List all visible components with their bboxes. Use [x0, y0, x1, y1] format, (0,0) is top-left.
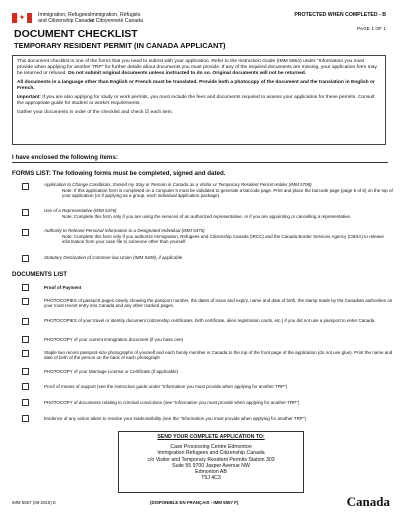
instructions-box [12, 55, 386, 145]
doc-text: PHOTOCOPY of your Marriage License or Certificate (if applicable) [44, 369, 179, 374]
form-title: Application to Change Conditions, Extend my Stay or Remain in Canada as a Visitor or Temporary Resident Permit Holder (IMM 5708) [44, 182, 312, 187]
checkbox[interactable] [22, 209, 29, 216]
address-line: T5J 4C3 [201, 475, 221, 482]
checkbox[interactable] [22, 368, 29, 375]
intro-paragraph-2: All documents in a language other than English or French must be translated. Provide both a photocopy of the document and the translation in English or French. [17, 80, 375, 91]
form-title: Authority to Release Personal Information to a Designated Individual (IMM 5475) [44, 228, 205, 233]
doc-text: PHOTOCOPIES of passport pages clearly showing the passport number, the dates of issue and expiry, name and date of birth, the stamp made by the Canadian authorities on your most recent entry into Canada and any other marked pages. [44, 298, 393, 309]
form-identifier: IMM 5557 (08-2018) E [12, 500, 56, 505]
page-title: DOCUMENT CHECKLIST [14, 28, 138, 40]
divider [12, 162, 388, 163]
address-line: Immigration Refugees and Citizenship Canada [157, 450, 265, 457]
checkbox[interactable] [22, 255, 29, 262]
checkbox[interactable] [22, 350, 29, 357]
doc-text: PHOTOCOPIES of your travel or identity document (citizenship certificates, birth certificate, alien registration cards, etc.) if you did not use a passport to enter Canada [44, 318, 375, 323]
mailing-address-box [118, 431, 304, 493]
form-title: Use of a Representative (IMM 5476) [44, 208, 117, 213]
dept-en-line-1: Immigration, Refugees [38, 12, 91, 18]
intro-paragraph-1: This document checklist is one of the forms that you need to submit with your application. Refer to the Instruction Guide (IMM 5554) under "Information you must provide when applying for another TRP" for further details about documents you must provide. If any of the required documents are missing, your application form may be returned or refused. Do not submit original documents unless instructed to do so. Original documents will not be returned. [17, 59, 377, 76]
french-availability: (DISPONIBLE EN FRANÇAIS - IMM 5557 F) [150, 500, 239, 505]
checkbox[interactable] [22, 318, 29, 325]
form-item-imm5476 [12, 208, 388, 226]
checkbox[interactable] [22, 229, 29, 236]
dept-en-line-2: and Citizenship Canada [38, 18, 94, 24]
checkbox[interactable] [22, 383, 29, 390]
address-line: c/o Visitor and Temporary Resident Permits Station 303 [147, 456, 275, 463]
form-note: Note: Complete this form only if you are using the services of an authorized representative, or if you are appointing or cancelling a representative. [62, 214, 352, 219]
address-heading: SEND YOUR COMPLETE APPLICATION TO: [157, 434, 265, 440]
dept-fr-line-1: Immigration, Réfugiés [90, 12, 141, 18]
checkbox[interactable] [22, 284, 29, 291]
forms-list-heading: FORMS LIST: The following forms must be completed, signed and dated. [12, 170, 226, 177]
enclosed-heading: I have enclosed the following items: [12, 154, 118, 161]
dept-fr-line-2: et Citoyenneté Canada [90, 18, 144, 24]
documents-list-heading: DOCUMENTS LIST [12, 271, 67, 278]
page-number: PAGE 1 OF 1 [357, 27, 386, 32]
doc-text: Proof of means of support (see the instruction guide under "Information you must provide when applying for another TRP") [44, 384, 288, 389]
form-note: Note: Complete this form only if you authorize Immigration, Refugees and Citizenship Canada (IRCC) and the Canada Border Services Agency (CBSA) to release information from your case file to someone other than yourself. [62, 234, 384, 245]
doc-text: Proof of Payment [44, 285, 82, 290]
form-item-imm5475 [12, 228, 388, 250]
doc-text: PHOTOCOPY of your current immigration document (if you have one) [44, 337, 184, 342]
protected-label: PROTECTED WHEN COMPLETED - B [294, 12, 386, 18]
address-line: Case Processing Centre Edmonton [170, 444, 252, 451]
form-item-imm5409 [12, 254, 388, 264]
department-name-fr [90, 12, 143, 24]
page-subtitle: TEMPORARY RESIDENT PERMIT (IN CANADA APPLICANT) [14, 41, 226, 50]
form-item-imm5708 [12, 182, 393, 206]
checkbox[interactable] [22, 183, 29, 190]
checkbox[interactable] [22, 399, 29, 406]
doc-text: Evidence of any action taken to resolve your inadmissibility (see the "Information you must provide when applying for another TRP") [44, 416, 306, 421]
checkbox[interactable] [22, 336, 29, 343]
doc-text: Staple two recent passport-size photographs of yourself and each family member in Canada to the top of the front page of the application (do not use glue). Print the name and date of birth of the person on the back of each photograph [44, 350, 393, 361]
canada-flag-icon: ✦ [12, 13, 32, 23]
address-line: Suite 55 9700 Jasper Avenue NW [172, 462, 250, 469]
doc-text: PHOTOCOPY of documents relating to criminal convictions (see "Information you must provide when applying for another TRP") [44, 400, 300, 405]
canada-wordmark: Canada [346, 494, 390, 509]
intro-paragraph-3: Important: If you are also applying for study or work permits, you must include the fees and documents required to assess your application for these permits. Consult the appropriate guide for student or worker requirements. [17, 95, 375, 106]
checkbox[interactable] [22, 298, 29, 305]
form-title: Statutory Declaration of Common-law Union (IMM 5409), if applicable [44, 255, 183, 260]
checkbox[interactable] [22, 415, 29, 422]
form-note: Note: If this application form is completed on a computer it must be validated to generate a barcode page. Print and place the barcode page (page 5 of 5) on the top of your application (or if applying as a group, each individual application package). [62, 188, 393, 199]
department-name-en [38, 12, 93, 24]
address-line: Edmonton AB [195, 469, 227, 476]
intro-paragraph-4: Gather your documents in order of the checklist and check ☑ each item. [17, 110, 174, 115]
